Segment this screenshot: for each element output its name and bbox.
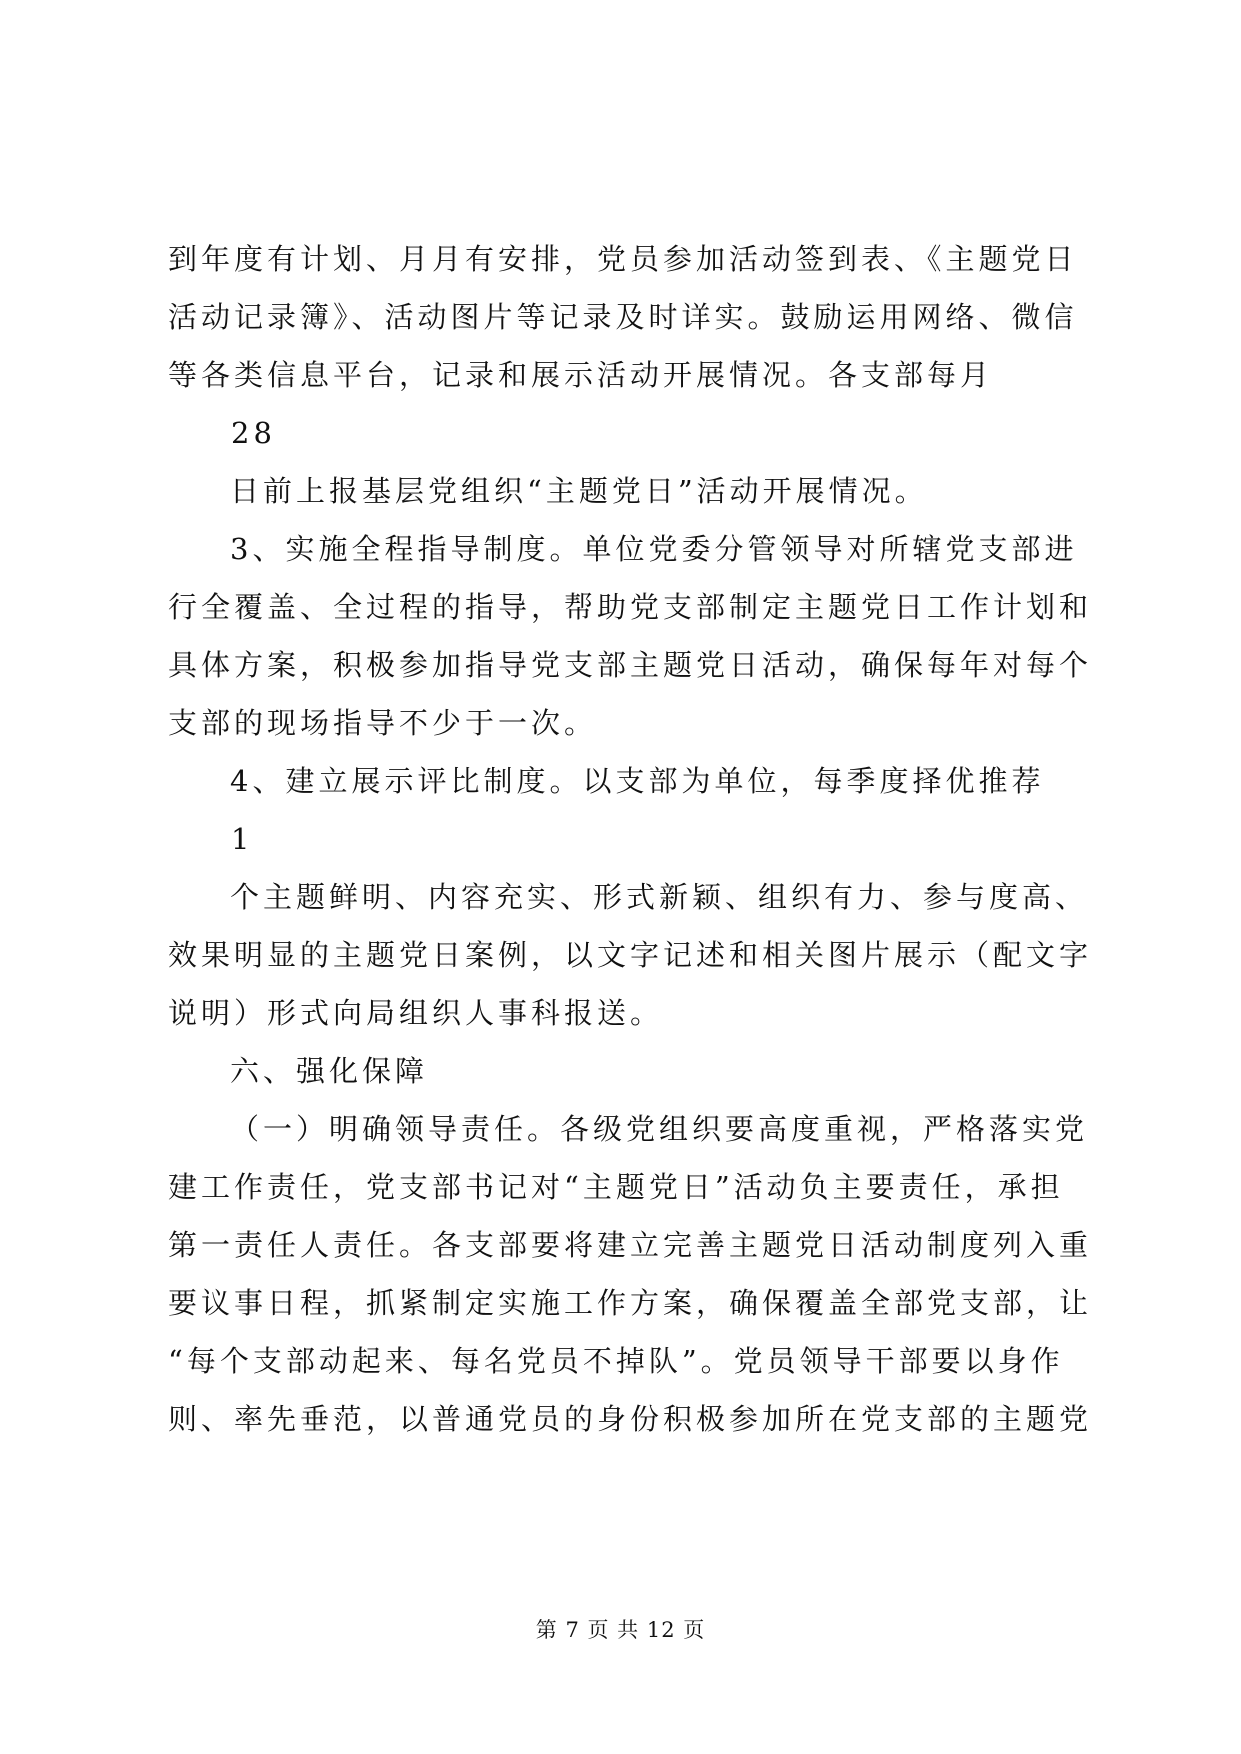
page-footer: 第 7 页 共 12 页 <box>535 1618 706 1642</box>
text-line: 个主题鲜明、内容充实、形式新颖、组织有力、参与度高、 <box>230 880 1089 914</box>
text-line: 等各类信息平台，记录和展示活动开展情况。各支部每月 <box>168 358 994 392</box>
text-line: 4、建立展示评比制度。以支部为单位，每季度择优推荐 <box>230 764 1045 798</box>
section-heading: 六、强化保障 <box>230 1054 429 1088</box>
text-line: 行全覆盖、全过程的指导，帮助党支部制定主题党日工作计划和 <box>168 590 1093 624</box>
body-text <box>168 230 1093 1448</box>
text-line: 则、率先垂范，以普通党员的身份积极参加所在党支部的主题党 <box>168 1402 1093 1436</box>
text-line: 要议事日程，抓紧制定实施工作方案，确保覆盖全部党支部，让 <box>168 1286 1093 1320</box>
text-line: 第一责任人责任。各支部要将建立完善主题党日活动制度列入重 <box>168 1228 1093 1262</box>
text-line: 3、实施全程指导制度。单位党委分管领导对所辖党支部进 <box>230 532 1078 566</box>
text-line: “每个支部动起来、每名党员不掉队”。党员领导干部要以身作 <box>168 1344 1064 1378</box>
text-line: 支部的现场指导不少于一次。 <box>168 706 598 740</box>
text-line: 1 <box>231 822 254 856</box>
text-line: 到年度有计划、月月有安排，党员参加活动签到表、《主题党日 <box>168 242 1078 276</box>
text-line: （一）明确领导责任。各级党组织要高度重视，严格落实党 <box>230 1112 1089 1146</box>
text-line: 28 <box>231 416 276 450</box>
text-line: 说明）形式向局组织人事科报送。 <box>168 996 664 1030</box>
text-line: 效果明显的主题党日案例，以文字记述和相关图片展示（配文字 <box>168 938 1093 972</box>
text-line: 活动记录簿》、活动图片等记录及时详实。鼓励运用网络、微信 <box>168 300 1078 334</box>
text-line: 日前上报基层党组织“主题党日”活动开展情况。 <box>230 474 928 508</box>
text-line: 具体方案，积极参加指导党支部主题党日活动，确保每年对每个 <box>168 648 1093 682</box>
text-line: 建工作责任，党支部书记对“主题党日”活动负主要责任，承担 <box>168 1170 1064 1204</box>
